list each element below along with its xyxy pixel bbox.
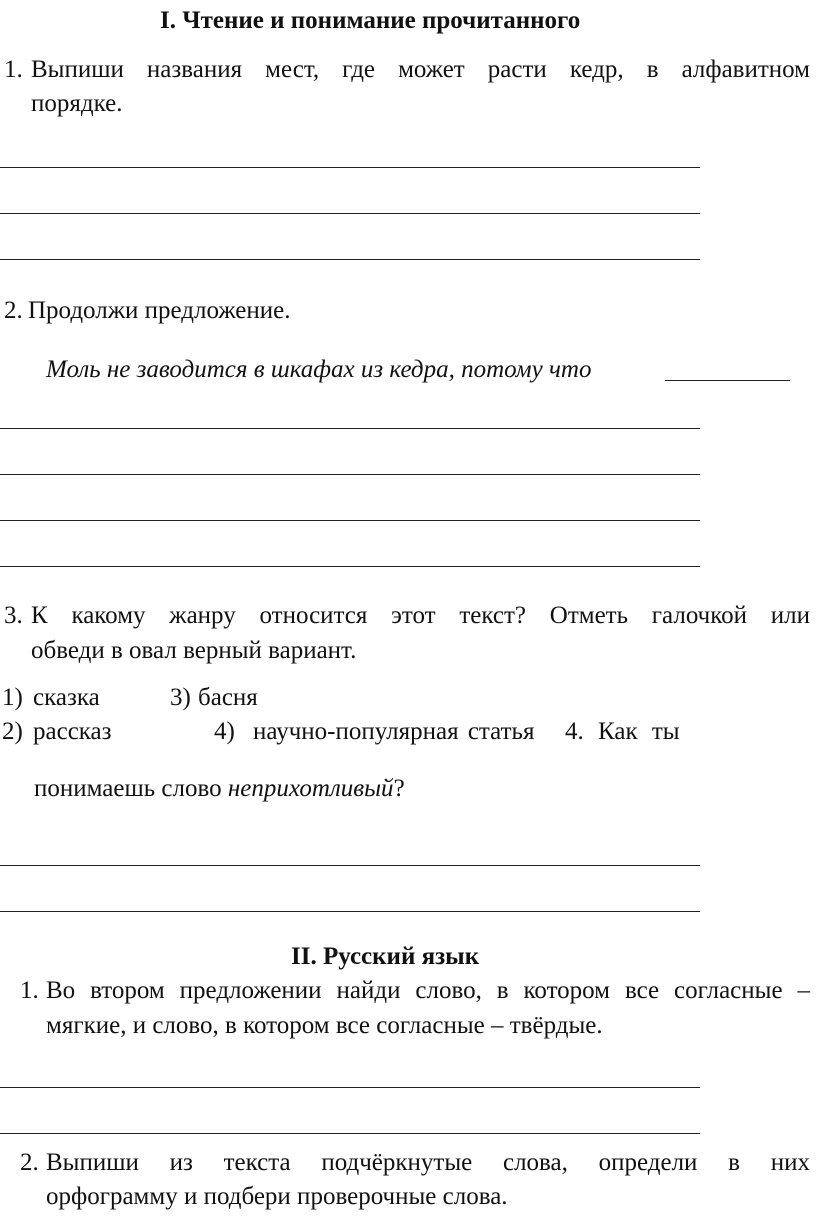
answer-line-q1-3[interactable] xyxy=(0,259,700,260)
q3-text-line2: обведи в овал верный вариант. xyxy=(31,637,357,664)
s2-q2-number: 2. xyxy=(20,1149,39,1176)
section-2-title: II. Русский язык xyxy=(291,943,480,970)
s2-q2-text-line2: орфограмму и подбери проверочные слова. xyxy=(46,1183,508,1210)
q3-text-line1: К какому жанру относится этот текст? Отметь галочкой или xyxy=(31,602,810,629)
answer-line-q2-2[interactable] xyxy=(0,474,700,475)
s2-q2-text-line1: Выпиши из текста подчёркнутые слова, определи в них xyxy=(46,1149,810,1176)
answer-line-q1-2[interactable] xyxy=(0,213,700,214)
q1-text-line1: Выпиши названия мест, где может расти кедр, в алфавитном xyxy=(31,56,810,83)
q2-sentence: Моль не заводится в шкафах из кедра, потому что xyxy=(46,356,592,383)
q4-question-mark: ? xyxy=(393,775,405,802)
section-1-title: I. Чтение и понимание прочитанного xyxy=(160,7,581,34)
q2-text: Продолжи предложение. xyxy=(28,297,291,324)
option-2-text[interactable]: рассказ xyxy=(33,718,112,745)
answer-line-q4-2[interactable] xyxy=(0,911,700,912)
s2-q1-text-line1: Во втором предложении найди слово, в котором все согласные – xyxy=(46,977,810,1004)
s2-q1-text-line2: мягкие, и слово, в котором все согласные – твёрдые. xyxy=(46,1012,603,1039)
q4-word: неприхотливый xyxy=(227,775,394,802)
answer-line-s2-q1-2[interactable] xyxy=(0,1133,700,1134)
option-3-number: 3) xyxy=(170,684,191,711)
answer-line-q1-1[interactable] xyxy=(0,167,700,168)
q2-number: 2. xyxy=(4,297,23,324)
option-3-text[interactable]: басня xyxy=(198,684,258,711)
option-4-text[interactable]: научно-популярная статья xyxy=(253,718,535,745)
option-1-text[interactable]: сказка xyxy=(33,684,100,711)
q1-number: 1. xyxy=(4,56,23,83)
answer-line-q2-1[interactable] xyxy=(0,428,700,429)
answer-line-q2-inline[interactable] xyxy=(665,380,790,381)
answer-line-q2-3[interactable] xyxy=(0,520,700,521)
answer-line-q4-1[interactable] xyxy=(0,865,700,866)
q3-number: 3. xyxy=(4,602,23,629)
q1-text-line2: порядке. xyxy=(31,90,123,117)
answer-line-s2-q1-1[interactable] xyxy=(0,1087,700,1088)
q4-text-prefix: понимаешь слово xyxy=(34,775,222,802)
s2-q1-number: 1. xyxy=(20,977,39,1004)
answer-line-q2-4[interactable] xyxy=(0,566,700,567)
option-4-number: 4) xyxy=(214,718,235,745)
option-1-number: 1) xyxy=(2,684,23,711)
option-2-number: 2) xyxy=(2,718,23,745)
q4-inline-start: 4. Как ты xyxy=(565,718,680,745)
